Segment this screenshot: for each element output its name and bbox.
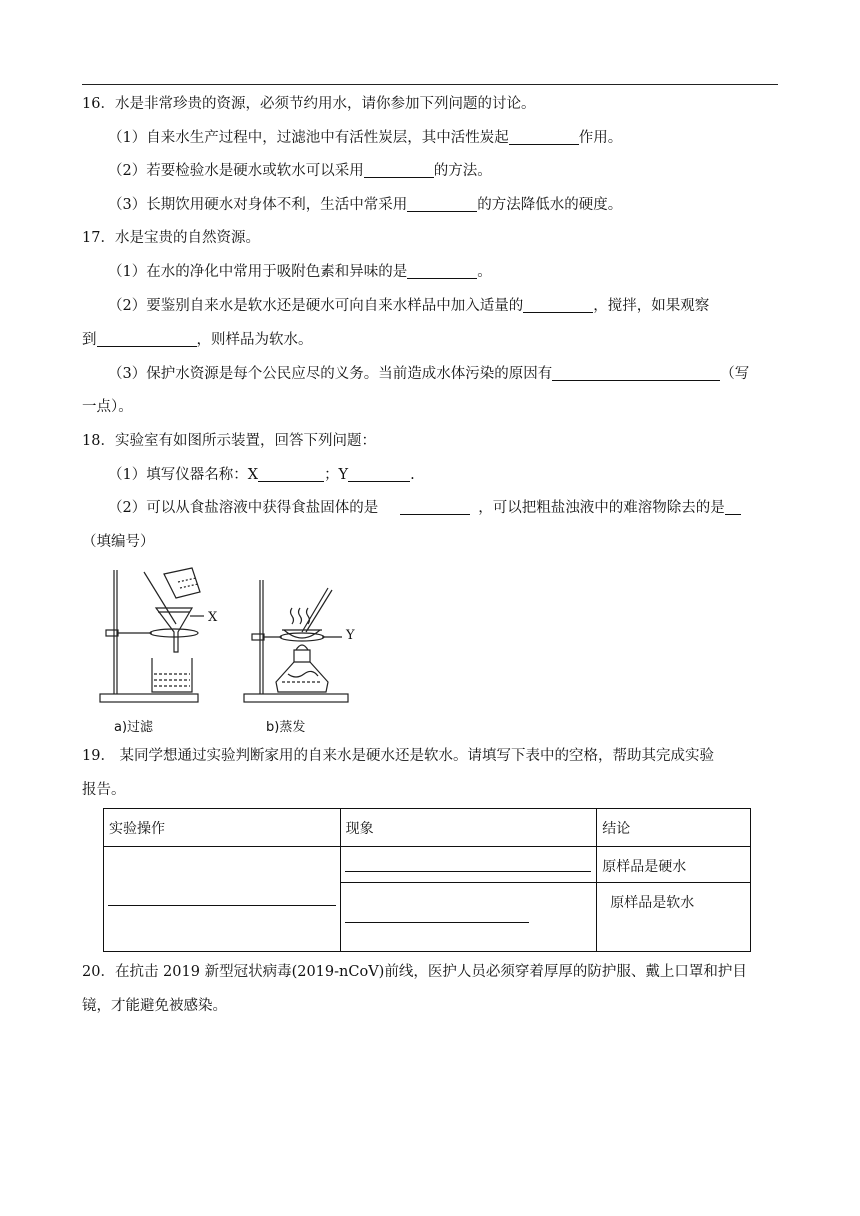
conclusion-cell: 原样品是硬水 bbox=[597, 847, 751, 883]
label-y: Y bbox=[346, 628, 355, 643]
ring-b bbox=[280, 633, 324, 641]
q17-part3-cont: 一点）。 bbox=[82, 399, 133, 415]
q16-part1: （1）自来水生产过程中，过滤池中有活性炭层，其中活性炭起 作用。 bbox=[108, 130, 623, 146]
experiment-report-table bbox=[103, 808, 751, 952]
table-row bbox=[104, 847, 751, 883]
pouring-beaker bbox=[164, 568, 200, 598]
q19-stem: 19． 某同学想通过实验判断家用的自来水是硬水还是软水。请填写下表中的空格，帮助其完成实验 bbox=[82, 748, 715, 764]
phenomenon-cell bbox=[340, 847, 597, 883]
answer-blank[interactable] bbox=[509, 129, 579, 145]
q16-part3: （3）长期饮用硬水对身体不利，生活中常采用 的方法降低水的硬度。 bbox=[108, 197, 623, 213]
q18-stem: 18．实验室有如图所示装置，回答下列问题： bbox=[82, 433, 376, 449]
q18-part2: （2）可以从食盐溶液中获得食盐固体的是 ，可以把粗盐浊液中的难溶物除去的是 bbox=[108, 498, 741, 518]
answer-blank[interactable] bbox=[345, 856, 591, 872]
answer-blank[interactable] bbox=[108, 890, 336, 906]
q17-stem: 17．水是宝贵的自然资源。 bbox=[82, 230, 260, 246]
q16-stem: 16．水是非常珍贵的资源，必须节约用水，请你参加下列问题的讨论。 bbox=[82, 96, 536, 112]
answer-blank[interactable] bbox=[400, 499, 470, 515]
answer-blank[interactable] bbox=[552, 365, 720, 381]
answer-blank[interactable] bbox=[348, 466, 410, 482]
q18-part1: （1）填写仪器名称：X ；Y . bbox=[108, 467, 415, 483]
header-rule bbox=[82, 84, 778, 85]
header-cell: 结论 bbox=[597, 809, 751, 847]
q16-part2: （2）若要检验水是硬水或软水可以采用 的方法。 bbox=[108, 163, 492, 179]
caption-b: b)蒸发 bbox=[266, 720, 306, 735]
stand-base-b bbox=[244, 694, 348, 702]
answer-blank[interactable] bbox=[725, 499, 741, 515]
receiving-beaker bbox=[152, 658, 192, 692]
answer-blank[interactable] bbox=[407, 196, 477, 212]
apparatus-drawing bbox=[96, 566, 376, 736]
caption-a: a)过滤 bbox=[114, 720, 154, 735]
q18-part2-cont: （填编号） bbox=[82, 534, 155, 550]
conclusion-cell: 原样品是软水 bbox=[597, 883, 751, 952]
glass-rod-b bbox=[302, 588, 328, 632]
lamp-neck bbox=[294, 650, 310, 662]
answer-blank[interactable] bbox=[258, 466, 324, 482]
table-header-row bbox=[104, 809, 751, 847]
q20-stem-cont: 镜，才能避免被感染。 bbox=[82, 998, 227, 1014]
phenomenon-cell bbox=[340, 883, 597, 952]
answer-blank[interactable] bbox=[364, 162, 434, 178]
q19-stem-cont: 报告。 bbox=[82, 782, 126, 798]
header-cell: 现象 bbox=[340, 809, 597, 847]
answer-blank[interactable] bbox=[97, 331, 197, 347]
operation-cell bbox=[104, 847, 341, 952]
answer-blank[interactable] bbox=[345, 907, 529, 923]
alcohol-lamp bbox=[276, 662, 328, 692]
apparatus-figure bbox=[96, 566, 376, 736]
stand-base-a bbox=[100, 694, 198, 702]
q17-part1: （1）在水的净化中常用于吸附色素和异味的是 。 bbox=[108, 264, 492, 280]
answer-blank[interactable] bbox=[407, 263, 477, 279]
q17-part2: （2）要鉴别自来水是软水还是硬水可向自来水样品中加入适量的 ，搅拌，如果观察 bbox=[108, 298, 710, 314]
q20-stem: 20．在抗击 2019 新型冠状病毒(2019-nCoV)前线，医护人员必须穿着厚厚的防护服、戴上口罩和护目 bbox=[82, 964, 747, 980]
label-x: X bbox=[208, 610, 218, 625]
header-cell: 实验操作 bbox=[104, 809, 341, 847]
answer-blank[interactable] bbox=[523, 297, 593, 313]
glass-rod-a bbox=[144, 572, 176, 624]
q17-part3: （3）保护水资源是每个公民应尽的义务。当前造成水体污染的原因有 （写 bbox=[108, 366, 750, 382]
q17-part2-cont: 到 ，则样品为软水。 bbox=[82, 332, 313, 348]
